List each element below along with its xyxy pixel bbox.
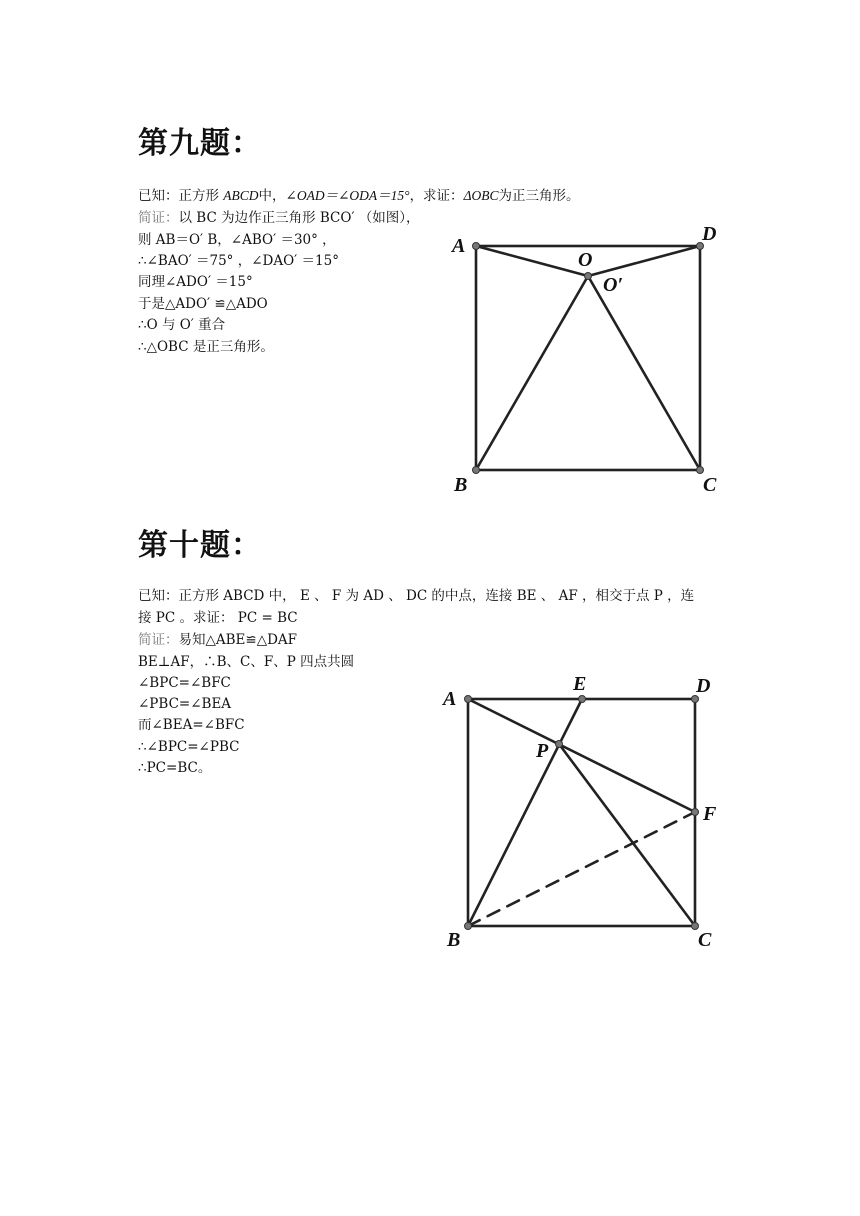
proof-text: 以 BC 为边作正三角形 BCO′ （如图）， <box>178 210 420 226</box>
problem10-proof-line: ∴∠BPC=∠PBC <box>138 739 240 755</box>
problem10-title: 第十题： <box>138 528 262 563</box>
point-f <box>692 809 699 816</box>
label-b: B <box>454 474 468 496</box>
proof-label: 简证： <box>138 632 179 648</box>
given-triangle: ΔOBC <box>463 188 499 203</box>
problem9-proof-line: 于是△ADO′ ≌△ADO <box>138 296 268 312</box>
label-o-prime: O′ <box>603 274 624 296</box>
point-c <box>697 467 704 474</box>
label-o: O <box>578 249 593 271</box>
point-o <box>585 273 592 280</box>
point-p <box>556 741 563 748</box>
point-b <box>465 923 472 930</box>
problem9-proof-line: ∴∠BAO′ ＝75° ，∠DAO′ ＝15° <box>138 253 339 269</box>
problem9-proof-line: 同理∠ADO′ ＝15° <box>138 274 253 290</box>
label-f: F <box>703 803 717 825</box>
segment-be <box>468 699 582 926</box>
given-square-name: ABCD <box>223 188 259 203</box>
segment-ao <box>476 246 588 276</box>
problem10-proof-line: ∠BPC=∠BFC <box>138 675 231 691</box>
label-d: D <box>702 223 717 245</box>
problem10-proof-line: BE⊥AF，∴B、C、F、P 四点共圆 <box>138 654 355 670</box>
problem9-proof-line: 则 AB＝O′ B，∠ABO′ ＝30° ， <box>138 232 336 248</box>
segment-af <box>468 699 695 812</box>
segment-pc <box>559 744 695 926</box>
label-c: C <box>698 929 712 951</box>
segment-bf-dashed <box>468 812 695 926</box>
point-a <box>473 243 480 250</box>
point-a <box>465 696 472 703</box>
problem10-given-line-1: 已知：正方形 ABCD 中， E 、 F 为 AD 、 DC 的中点，连接 BE 、 AF ，相交于点 P ，连 <box>138 588 695 604</box>
label-c: C <box>703 474 717 496</box>
problem9-proof-line: ∴O 与 O′ 重合 <box>138 317 226 333</box>
problem10-proof-line: ∴PC=BC。 <box>138 760 212 776</box>
label-d: D <box>696 675 711 697</box>
problem10-given-line-2: 接 PC 。求证： PC = BC <box>138 610 298 626</box>
segment-co <box>588 276 700 470</box>
segment-do <box>588 246 700 276</box>
given-angles: ∠OAD＝∠ODA＝15° <box>285 188 410 203</box>
problem10-proof-line: ∠PBC=∠BEA <box>138 696 232 712</box>
given-text-d: 为正三角形。 <box>498 188 580 204</box>
label-b: B <box>447 929 461 951</box>
label-e: E <box>573 673 587 695</box>
segment-bo <box>476 276 588 470</box>
square-abcd <box>468 699 695 926</box>
given-text-a: 已知：正方形 <box>138 188 219 204</box>
figure-problem10 <box>468 699 695 926</box>
given-text-c: ，求证： <box>409 188 464 204</box>
problem10-proof-line: 而∠BEA=∠BFC <box>138 717 245 733</box>
label-a: A <box>452 235 466 257</box>
point-b <box>473 467 480 474</box>
point-e <box>579 696 586 703</box>
problem9-title: 第九题： <box>138 126 262 161</box>
proof-label: 简证： <box>138 210 179 226</box>
label-p: P <box>536 740 549 762</box>
problem9-proof-line: ∴△OBC 是正三角形。 <box>138 339 274 355</box>
given-text-b: 中， <box>258 188 286 204</box>
proof-text: 易知△ABE≌△DAF <box>178 632 298 648</box>
label-a: A <box>443 688 457 710</box>
